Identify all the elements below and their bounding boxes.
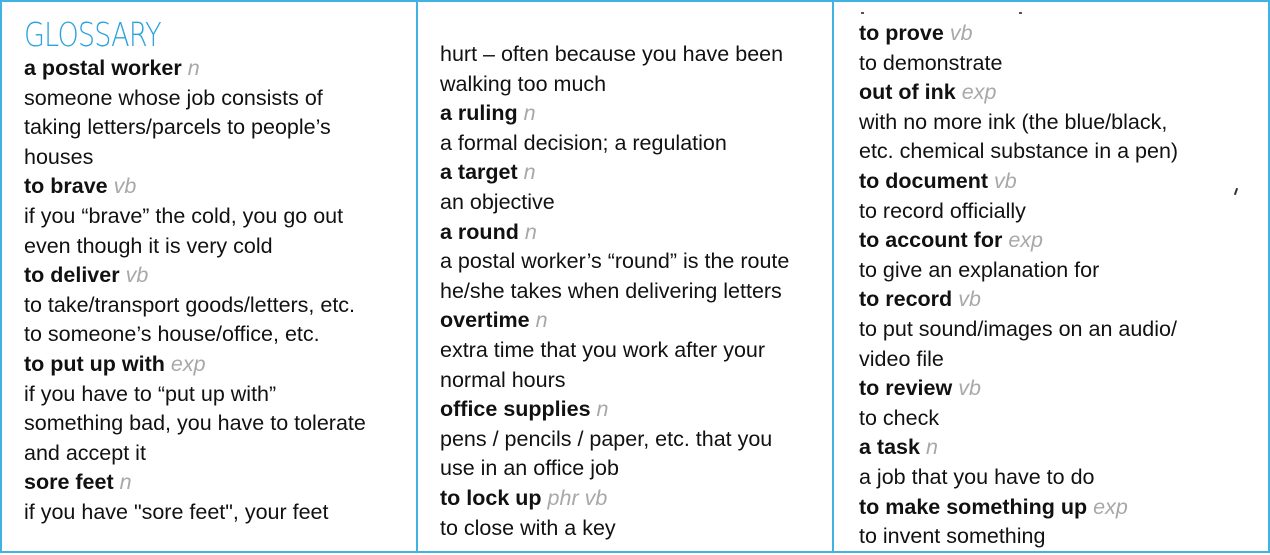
part-of-speech: exp bbox=[170, 351, 206, 376]
part-of-speech: vb bbox=[958, 287, 981, 312]
glossary-term: to make something up bbox=[859, 494, 1088, 519]
glossary-term: out of ink bbox=[859, 80, 956, 105]
column-3-lines bbox=[859, 19, 1264, 552]
definition-text: to invent something bbox=[859, 524, 1046, 549]
glossary-entry bbox=[859, 226, 1264, 256]
glossary-term: overtime bbox=[440, 308, 530, 333]
print-speck bbox=[1019, 12, 1022, 14]
glossary-term: to document bbox=[859, 168, 988, 193]
definition-text: to check bbox=[859, 405, 940, 430]
definition-text: to someone’s house/office, etc. bbox=[24, 322, 320, 347]
glossary-term: a round bbox=[440, 219, 519, 244]
glossary-entry bbox=[24, 54, 412, 84]
glossary-term: to deliver bbox=[24, 263, 120, 288]
definition-text: even though it is very cold bbox=[24, 233, 273, 258]
definition-text: something bad, you have to tolerate bbox=[24, 411, 366, 436]
definition-text: hurt – often because you have been bbox=[440, 42, 784, 66]
glossary-term: a postal worker bbox=[24, 56, 182, 80]
definition-text: if you “brave” the cold, you go out bbox=[24, 203, 344, 228]
glossary-entry bbox=[859, 78, 1264, 108]
glossary-term: to account for bbox=[859, 228, 1003, 253]
glossary-term: to brave bbox=[24, 174, 108, 199]
glossary-entry bbox=[24, 172, 412, 202]
part-of-speech: vb bbox=[949, 21, 973, 45]
glossary-definition bbox=[24, 291, 412, 321]
definition-text: to give an explanation for bbox=[859, 257, 1100, 282]
glossary-term: to prove bbox=[859, 21, 944, 45]
glossary-definition bbox=[859, 108, 1264, 138]
part-of-speech: vb bbox=[994, 168, 1017, 193]
glossary-entry bbox=[859, 493, 1264, 523]
glossary-entry bbox=[440, 306, 828, 336]
glossary-entry bbox=[859, 19, 1264, 49]
definition-text: an objective bbox=[440, 189, 555, 214]
glossary-definition bbox=[24, 498, 412, 528]
glossary-definition bbox=[859, 197, 1264, 227]
glossary-definition bbox=[24, 320, 412, 350]
definition-text: use in an office job bbox=[440, 456, 619, 481]
column-2-lines bbox=[440, 40, 828, 543]
part-of-speech: vb bbox=[958, 376, 981, 401]
definition-text: a formal decision; a regulation bbox=[440, 130, 727, 155]
glossary-entry bbox=[440, 395, 828, 425]
glossary-entry bbox=[24, 468, 412, 498]
glossary-term: a target bbox=[440, 160, 518, 185]
definition-text: walking too much bbox=[440, 71, 607, 96]
definition-text: to put sound/images on an audio/ bbox=[859, 316, 1177, 341]
definition-text: someone whose job consists of bbox=[24, 85, 323, 110]
definition-text: video file bbox=[859, 346, 944, 371]
part-of-speech: n bbox=[523, 160, 536, 185]
part-of-speech: phr vb bbox=[547, 485, 608, 510]
part-of-speech: n bbox=[596, 397, 609, 422]
glossary-definition bbox=[440, 277, 828, 307]
glossary-entry bbox=[440, 484, 828, 514]
definition-text: if you have to “put up with” bbox=[24, 381, 277, 406]
part-of-speech: n bbox=[187, 56, 200, 80]
glossary-definition bbox=[24, 202, 412, 232]
definition-text: with no more ink (the blue/black, bbox=[859, 109, 1168, 134]
definition-text: pens / pencils / paper, etc. that you bbox=[440, 426, 773, 451]
definition-text: normal hours bbox=[440, 367, 566, 392]
definition-text: to demonstrate bbox=[859, 50, 1003, 75]
part-of-speech: vb bbox=[125, 263, 149, 288]
glossary-entry bbox=[24, 261, 412, 291]
definition-text: to take/transport goods/letters, etc. bbox=[24, 292, 356, 317]
glossary-definition bbox=[24, 439, 412, 469]
print-speck bbox=[861, 12, 864, 14]
glossary-term: a task bbox=[859, 435, 920, 460]
glossary-definition bbox=[440, 366, 828, 396]
glossary-definition bbox=[859, 522, 1264, 552]
glossary-definition bbox=[24, 232, 412, 262]
glossary-column-1 bbox=[0, 0, 418, 553]
glossary-definition bbox=[440, 336, 828, 366]
glossary-definition bbox=[24, 84, 412, 114]
definition-text: to record officially bbox=[859, 198, 1026, 223]
part-of-speech: n bbox=[523, 101, 536, 126]
definition-text: to close with a key bbox=[440, 515, 616, 540]
glossary-definition bbox=[24, 409, 412, 439]
glossary-definition bbox=[440, 454, 828, 484]
glossary-entry bbox=[859, 433, 1264, 463]
glossary-entry bbox=[440, 158, 828, 188]
glossary-entry bbox=[859, 374, 1264, 404]
glossary-definition bbox=[859, 137, 1264, 167]
glossary-term: to record bbox=[859, 287, 953, 312]
glossary-entry bbox=[440, 99, 828, 129]
definition-text: a job that you have to do bbox=[859, 464, 1095, 489]
glossary-entry bbox=[859, 167, 1264, 197]
glossary-definition bbox=[859, 256, 1264, 286]
column-1-content bbox=[24, 16, 412, 528]
definition-text: taking letters/parcels to people’s bbox=[24, 115, 331, 140]
glossary-definition bbox=[24, 380, 412, 410]
glossary-term: to lock up bbox=[440, 485, 542, 510]
glossary-term: sore feet bbox=[24, 470, 114, 495]
part-of-speech: n bbox=[925, 435, 938, 460]
glossary-definition bbox=[24, 113, 412, 143]
glossary-term: office supplies bbox=[440, 397, 591, 422]
glossary-title: GLOSSARY bbox=[24, 15, 161, 54]
glossary-definition bbox=[440, 129, 828, 159]
glossary-definition bbox=[24, 143, 412, 173]
definition-text: houses bbox=[24, 144, 94, 169]
glossary-entry bbox=[24, 350, 412, 380]
column-2-content bbox=[440, 40, 828, 543]
part-of-speech: vb bbox=[113, 174, 137, 199]
glossary-term: to put up with bbox=[24, 351, 165, 376]
glossary-entry bbox=[859, 285, 1264, 315]
part-of-speech: n bbox=[524, 219, 537, 244]
glossary-column-3 bbox=[832, 0, 1270, 553]
part-of-speech: n bbox=[119, 470, 132, 495]
glossary-column-2 bbox=[416, 0, 834, 553]
glossary-definition bbox=[440, 514, 828, 544]
glossary-definition bbox=[859, 315, 1264, 345]
glossary-term: a ruling bbox=[440, 101, 518, 126]
glossary-definition bbox=[859, 49, 1264, 79]
column-3-content bbox=[859, 19, 1264, 552]
column-1-lines bbox=[24, 54, 412, 528]
definition-text: he/she takes when delivering letters bbox=[440, 278, 782, 303]
glossary-definition bbox=[440, 425, 828, 455]
part-of-speech: exp bbox=[1008, 228, 1044, 253]
part-of-speech: exp bbox=[1093, 494, 1128, 519]
glossary-definition bbox=[440, 188, 828, 218]
definition-text: and accept it bbox=[24, 440, 146, 465]
definition-text: etc. chemical substance in a pen) bbox=[859, 139, 1179, 164]
definition-text: extra time that you work after your bbox=[440, 337, 766, 362]
part-of-speech: exp bbox=[961, 80, 997, 105]
part-of-speech: n bbox=[535, 308, 548, 333]
glossary-definition bbox=[440, 40, 828, 70]
glossary-definition bbox=[859, 463, 1264, 493]
glossary-definition bbox=[440, 70, 828, 100]
glossary-definition bbox=[440, 247, 828, 277]
glossary-term: to review bbox=[859, 376, 953, 401]
definition-text: a postal worker’s “round” is the route bbox=[440, 249, 790, 274]
glossary-definition bbox=[859, 345, 1264, 375]
glossary-definition bbox=[859, 404, 1264, 434]
glossary-entry bbox=[440, 218, 828, 248]
definition-text: if you have "sore feet", your feet bbox=[24, 499, 329, 524]
